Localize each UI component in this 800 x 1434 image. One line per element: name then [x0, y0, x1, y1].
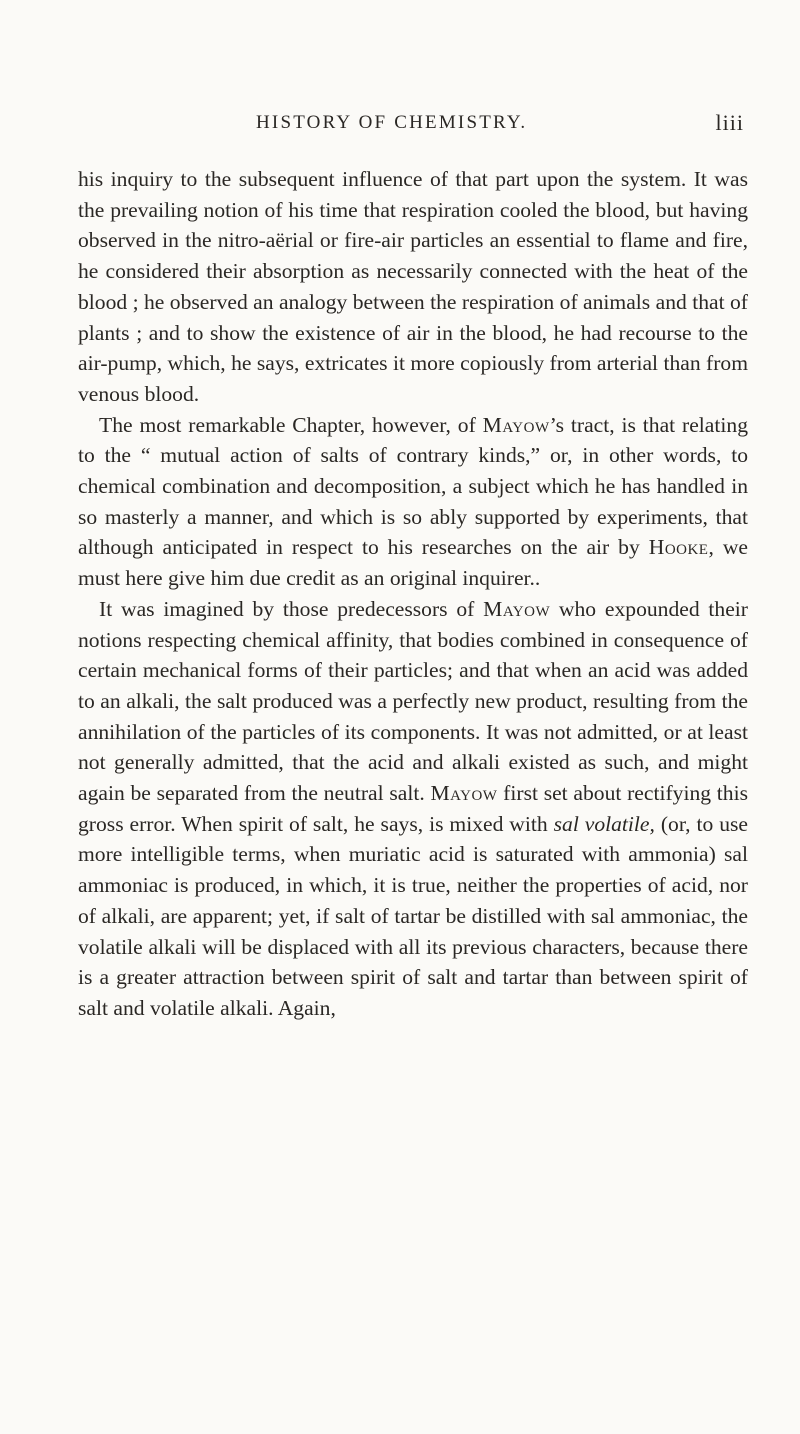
paragraph-text: ’s tract, is that relating to the “ mutual action of salts of contrary kinds,” or, in other words, to chemical combination and decomposition, a subject which he has handled in so masterly a manner, and which is so ably supported by experiments, that although anticipated in respect to his researches on the air by [78, 412, 748, 560]
paragraph-text: , we must here give him due credit as an original inquirer.. [78, 535, 748, 591]
paragraph-text: It was imagined by those predecessors of [99, 596, 484, 621]
running-head [256, 112, 744, 144]
paragraph-text: first set about rectifying this gross error. When spirit of salt, he says, is mixed with [78, 781, 748, 836]
name-mayow: Mayow [482, 412, 550, 437]
paragraph-text: The most remarkable Chapter, however, of [99, 412, 483, 437]
paragraph-text: (or, to use more intelligible terms, when muriatic acid is saturated with ammonia) sal ammoniac is produced, in which, it is true, neither the properties of acid, nor of alkali, are apparent; yet, if salt of tartar be distilled with sal ammoniac, the volatile alkali will be displaced with all its previous characters, because there is a greater attraction between spirit of salt and tartar than between spirit of salt and volatile alkali. Again, [78, 811, 748, 1020]
paragraph-text: who expounded their notions respecting chemical affinity, that bodies combined in consequence of certain mechanical forms of their particles; and that when an acid was added to an alkali, the salt produced was a perfectly new product, resulting from the annihilation of the particles of its components. It was not admitted, or at least not generally admitted, that the acid and alkali existed as such, and might again be separated from the neutral salt. [78, 596, 748, 806]
name-hooke: Hooke [648, 535, 709, 560]
paragraph-2 [78, 410, 748, 594]
body-text [78, 164, 748, 1024]
italic-term: sal volatile, [553, 811, 655, 836]
running-title: HISTORY OF CHEMISTRY. [256, 112, 528, 133]
name-mayow: Mayow [430, 781, 498, 806]
paragraph-text: his inquiry to the subsequent influence of that part upon the system. It was the prevailing notion of his time that respiration cooled the blood, but having observed in the nitro-aërial or fire-air particles an essential to flame and fire, he considered their absorption as necessarily connected with the heat of the blood ; he observed an analogy between the respiration of animals and that of plants ; and to show the existence of air in the blood, he had recourse to the air-pump, which, he says, extricates it more copiously from arterial than from venous blood. [78, 167, 748, 406]
paragraph-3 [78, 594, 748, 1024]
page-number: liii [715, 110, 744, 135]
paragraph-1 [78, 164, 748, 410]
name-mayow: Mayow [483, 596, 551, 621]
